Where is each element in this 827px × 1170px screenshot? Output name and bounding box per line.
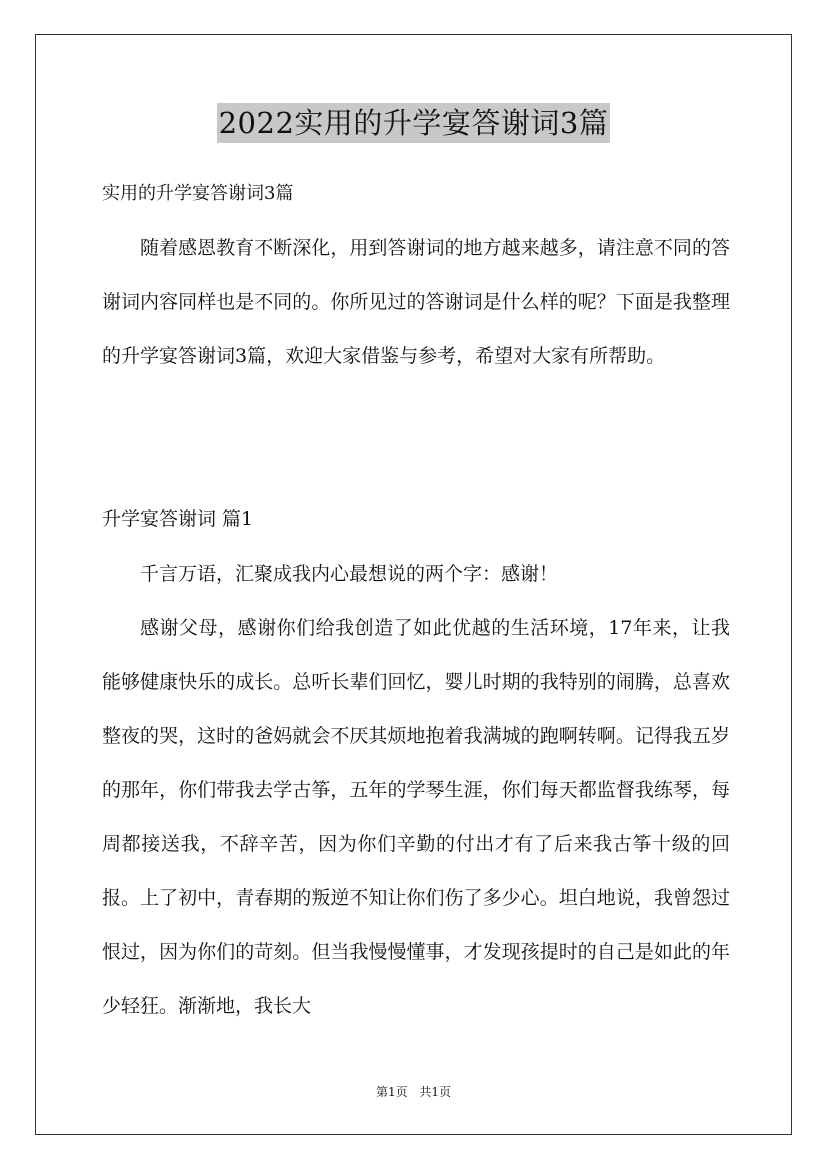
intro-paragraph: 随着感恩教育不断深化，用到答谢词的地方越来越多，请注意不同的答谢词内容同样也是不同的。你所见过的答谢词是什么样的呢？下面是我整理的升学宴答谢词3篇，欢迎大家借鉴与参考，希望对大家有所帮助。 [102, 237, 730, 367]
document-subtitle: 实用的升学宴答谢词3篇 [102, 183, 294, 204]
page-footer [0, 1084, 827, 1100]
body-paragraph: 感谢父母，感谢你们给我创造了如此优越的生活环境，17年来，让我能够健康快乐的成长。总听长辈们回忆，婴儿时期的我特别的闹腾，总喜欢整夜的哭，这时的爸妈就会不厌其烦地抱着我满城的跑啊转啊。记得我五岁的那年，你们带我去学古筝，五年的学琴生涯，你们每天都监督我练琴，每周都接送我，不辞辛苦，因为你们辛勤的付出才有了后来我古筝十级的回报。上了初中，青春期的叛逆不知让你们伤了多少心。坦白地说，我曾怨过恨过，因为你们的苛刻。但当我慢慢懂事，才发现孩提时的自己是如此的年少轻狂。渐渐地，我长大 [102, 617, 730, 1017]
title-container [0, 103, 827, 143]
section-heading: 升学宴答谢词 篇1 [102, 508, 254, 530]
document-title: 2022实用的升学宴答谢词3篇 [217, 103, 611, 143]
page-current: 第1页 [375, 1085, 408, 1099]
thanks-paragraph: 千言万语，汇聚成我内心最想说的两个字：感谢！ [140, 563, 559, 585]
page-total: 共1页 [419, 1085, 452, 1099]
